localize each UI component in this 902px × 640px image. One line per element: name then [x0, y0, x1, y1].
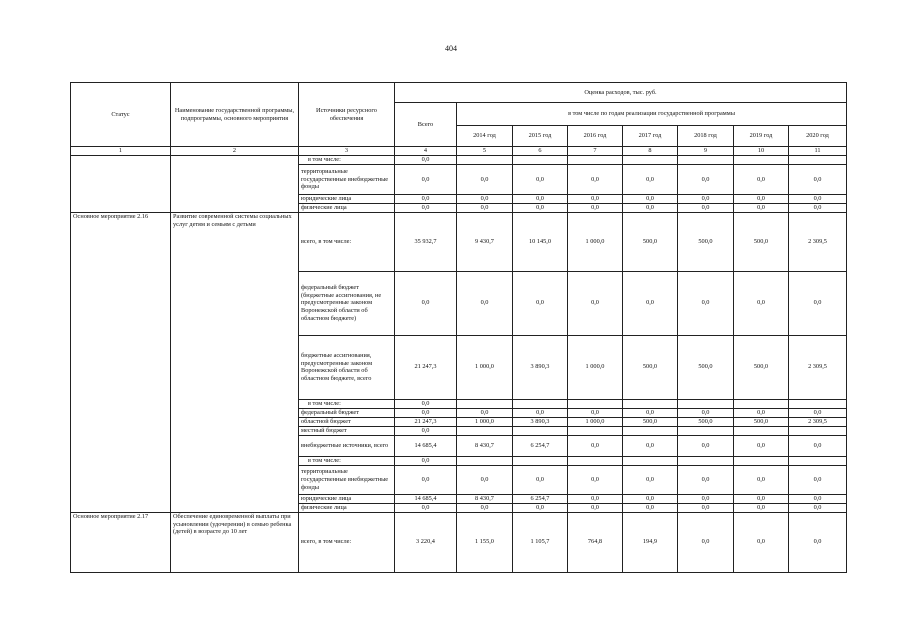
- status-cell: Основное мероприятие 2.16: [71, 212, 171, 512]
- value-cell: 0,0: [568, 408, 623, 417]
- total-cell: 0,0: [395, 426, 457, 435]
- value-cell: [734, 156, 789, 165]
- total-cell: 0,0: [395, 195, 457, 204]
- value-cell: [457, 156, 513, 165]
- value-cell: [457, 426, 513, 435]
- total-cell: 0,0: [395, 408, 457, 417]
- value-cell: 0,0: [789, 465, 847, 494]
- value-cell: 0,0: [789, 503, 847, 512]
- value-cell: [789, 399, 847, 408]
- value-cell: 0,0: [734, 195, 789, 204]
- value-cell: 1 155,0: [457, 512, 513, 572]
- value-cell: 1 105,7: [513, 512, 568, 572]
- value-cell: 500,0: [734, 335, 789, 399]
- source-cell: федеральный бюджет (бюджетные ассигнования, не предусмотренные законом Воронежской области об областном бюджете): [299, 271, 395, 335]
- value-cell: 1 000,0: [457, 335, 513, 399]
- value-cell: [457, 399, 513, 408]
- value-cell: [734, 399, 789, 408]
- source-cell: физические лица: [299, 503, 395, 512]
- value-cell: 0,0: [623, 204, 678, 213]
- value-cell: 0,0: [513, 165, 568, 195]
- value-cell: 0,0: [789, 271, 847, 335]
- value-cell: 0,0: [513, 408, 568, 417]
- value-cell: 0,0: [678, 512, 734, 572]
- value-cell: 0,0: [513, 195, 568, 204]
- value-cell: 500,0: [678, 212, 734, 271]
- source-cell: территориальные государственные внебюджетные фонды: [299, 465, 395, 494]
- value-cell: [678, 399, 734, 408]
- source-cell: в том числе:: [299, 456, 395, 465]
- value-cell: 0,0: [734, 494, 789, 503]
- source-cell: внебюджетные источники, всего: [299, 435, 395, 456]
- total-cell: 0,0: [395, 456, 457, 465]
- col-number: 11: [789, 147, 847, 156]
- value-cell: 0,0: [513, 271, 568, 335]
- value-cell: 0,0: [568, 204, 623, 213]
- value-cell: [457, 456, 513, 465]
- value-cell: 0,0: [457, 408, 513, 417]
- header-sources: Источники ресурсного обеспечения: [299, 83, 395, 147]
- value-cell: [513, 399, 568, 408]
- name-cell: Развитие современной системы социальных услуг детям и семьям с детьми: [171, 212, 299, 512]
- value-cell: [789, 456, 847, 465]
- value-cell: 0,0: [678, 465, 734, 494]
- col-number: 10: [734, 147, 789, 156]
- value-cell: 0,0: [457, 204, 513, 213]
- value-cell: 1 000,0: [568, 417, 623, 426]
- source-cell: местный бюджет: [299, 426, 395, 435]
- header-year: 2015 год: [513, 126, 568, 147]
- name-cell: [171, 156, 299, 213]
- value-cell: 0,0: [513, 465, 568, 494]
- value-cell: 1 000,0: [457, 417, 513, 426]
- value-cell: [678, 156, 734, 165]
- value-cell: 0,0: [457, 465, 513, 494]
- value-cell: 764,8: [568, 512, 623, 572]
- value-cell: 0,0: [734, 512, 789, 572]
- value-cell: [623, 456, 678, 465]
- col-number: 4: [395, 147, 457, 156]
- value-cell: 3 890,3: [513, 335, 568, 399]
- col-number: 9: [678, 147, 734, 156]
- value-cell: 0,0: [789, 494, 847, 503]
- value-cell: 0,0: [623, 271, 678, 335]
- source-cell: физические лица: [299, 204, 395, 213]
- status-cell: [71, 156, 171, 213]
- header-year: 2019 год: [734, 126, 789, 147]
- value-cell: 2 309,5: [789, 335, 847, 399]
- value-cell: [623, 399, 678, 408]
- col-number: 5: [457, 147, 513, 156]
- value-cell: 0,0: [734, 408, 789, 417]
- value-cell: 0,0: [734, 204, 789, 213]
- value-cell: 0,0: [789, 408, 847, 417]
- col-number: 8: [623, 147, 678, 156]
- value-cell: 0,0: [789, 165, 847, 195]
- value-cell: 0,0: [623, 408, 678, 417]
- header-total: Всего: [395, 103, 457, 147]
- total-cell: 0,0: [395, 165, 457, 195]
- value-cell: [568, 156, 623, 165]
- value-cell: [623, 156, 678, 165]
- value-cell: [513, 426, 568, 435]
- header-year: 2016 год: [568, 126, 623, 147]
- value-cell: 0,0: [678, 494, 734, 503]
- source-cell: бюджетные ассигнования, предусмотренные законом Воронежской области об областном бюджете, всего: [299, 335, 395, 399]
- value-cell: 0,0: [623, 195, 678, 204]
- value-cell: 6 254,7: [513, 494, 568, 503]
- total-cell: 21 247,3: [395, 417, 457, 426]
- value-cell: [678, 426, 734, 435]
- value-cell: [568, 426, 623, 435]
- value-cell: 0,0: [568, 465, 623, 494]
- total-cell: 3 220,4: [395, 512, 457, 572]
- source-cell: в том числе:: [299, 399, 395, 408]
- value-cell: 0,0: [789, 195, 847, 204]
- total-cell: 0,0: [395, 156, 457, 165]
- value-cell: 0,0: [678, 271, 734, 335]
- value-cell: [513, 456, 568, 465]
- value-cell: 500,0: [678, 417, 734, 426]
- header-estimate: Оценка расходов, тыс. руб.: [395, 83, 847, 103]
- total-cell: 0,0: [395, 465, 457, 494]
- total-cell: 14 685,4: [395, 494, 457, 503]
- name-cell: Обеспечение единовременной выплаты при усыновлении (удочерении) в семью ребенка (детей) в возрасте до 10 лет: [171, 512, 299, 572]
- header-name: Наименование государственной программы, подпрограммы, основного мероприятия: [171, 83, 299, 147]
- value-cell: 0,0: [568, 435, 623, 456]
- value-cell: [513, 156, 568, 165]
- value-cell: 0,0: [789, 204, 847, 213]
- source-cell: территориальные государственные внебюджетные фонды: [299, 165, 395, 195]
- value-cell: 8 430,7: [457, 435, 513, 456]
- source-cell: всего, в том числе:: [299, 212, 395, 271]
- value-cell: 0,0: [457, 195, 513, 204]
- total-cell: 0,0: [395, 399, 457, 408]
- col-number: 7: [568, 147, 623, 156]
- value-cell: 500,0: [623, 212, 678, 271]
- value-cell: 0,0: [789, 435, 847, 456]
- value-cell: 0,0: [623, 503, 678, 512]
- value-cell: 500,0: [734, 417, 789, 426]
- value-cell: 1 000,0: [568, 212, 623, 271]
- value-cell: 2 309,5: [789, 212, 847, 271]
- table-row: [71, 156, 847, 165]
- col-number: 3: [299, 147, 395, 156]
- source-cell: юридические лица: [299, 195, 395, 204]
- value-cell: 0,0: [457, 165, 513, 195]
- value-cell: 0,0: [623, 435, 678, 456]
- value-cell: 0,0: [513, 503, 568, 512]
- value-cell: 2 309,5: [789, 417, 847, 426]
- value-cell: 0,0: [678, 165, 734, 195]
- source-cell: областной бюджет: [299, 417, 395, 426]
- value-cell: 0,0: [623, 494, 678, 503]
- value-cell: 6 254,7: [513, 435, 568, 456]
- header-year: 2020 год: [789, 126, 847, 147]
- page-number: 404: [445, 44, 457, 53]
- value-cell: 0,0: [457, 503, 513, 512]
- total-cell: 14 685,4: [395, 435, 457, 456]
- table-row: [71, 512, 847, 572]
- value-cell: 500,0: [678, 335, 734, 399]
- value-cell: 0,0: [457, 271, 513, 335]
- col-number: 1: [71, 147, 171, 156]
- header-year: 2017 год: [623, 126, 678, 147]
- value-cell: 9 430,7: [457, 212, 513, 271]
- status-cell: Основное мероприятие 2.17: [71, 512, 171, 572]
- value-cell: 0,0: [568, 195, 623, 204]
- source-cell: в том числе:: [299, 156, 395, 165]
- value-cell: 0,0: [513, 204, 568, 213]
- value-cell: 194,9: [623, 512, 678, 572]
- value-cell: [568, 456, 623, 465]
- value-cell: 0,0: [678, 195, 734, 204]
- col-number: 2: [171, 147, 299, 156]
- value-cell: 0,0: [568, 503, 623, 512]
- table-body: [71, 156, 847, 573]
- header-year: 2014 год: [457, 126, 513, 147]
- source-cell: юридические лица: [299, 494, 395, 503]
- value-cell: [734, 456, 789, 465]
- value-cell: 3 890,3: [513, 417, 568, 426]
- value-cell: [789, 426, 847, 435]
- value-cell: 0,0: [568, 271, 623, 335]
- header-year: 2018 год: [678, 126, 734, 147]
- total-cell: 0,0: [395, 503, 457, 512]
- total-cell: 0,0: [395, 271, 457, 335]
- value-cell: 0,0: [734, 465, 789, 494]
- value-cell: 0,0: [678, 503, 734, 512]
- value-cell: 0,0: [734, 271, 789, 335]
- header-by-years: в том числе по годам реализации государственной программы: [457, 103, 847, 126]
- value-cell: [734, 426, 789, 435]
- value-cell: 0,0: [678, 408, 734, 417]
- total-cell: 21 247,3: [395, 335, 457, 399]
- value-cell: 0,0: [678, 435, 734, 456]
- value-cell: 500,0: [734, 212, 789, 271]
- header-status: Статус: [71, 83, 171, 147]
- value-cell: 0,0: [623, 465, 678, 494]
- table-row: [71, 212, 847, 271]
- source-cell: всего, в том числе:: [299, 512, 395, 572]
- value-cell: 0,0: [623, 165, 678, 195]
- value-cell: [678, 456, 734, 465]
- value-cell: 500,0: [623, 335, 678, 399]
- value-cell: 0,0: [789, 512, 847, 572]
- value-cell: 0,0: [734, 165, 789, 195]
- value-cell: 500,0: [623, 417, 678, 426]
- budget-table: [70, 82, 847, 573]
- value-cell: 0,0: [734, 503, 789, 512]
- value-cell: 1 000,0: [568, 335, 623, 399]
- col-number: 6: [513, 147, 568, 156]
- value-cell: [789, 156, 847, 165]
- value-cell: 10 145,0: [513, 212, 568, 271]
- value-cell: [623, 426, 678, 435]
- total-cell: 0,0: [395, 204, 457, 213]
- value-cell: 8 430,7: [457, 494, 513, 503]
- source-cell: федеральный бюджет: [299, 408, 395, 417]
- value-cell: 0,0: [678, 204, 734, 213]
- value-cell: 0,0: [734, 435, 789, 456]
- value-cell: 0,0: [568, 494, 623, 503]
- value-cell: 0,0: [568, 165, 623, 195]
- total-cell: 35 932,7: [395, 212, 457, 271]
- value-cell: [568, 399, 623, 408]
